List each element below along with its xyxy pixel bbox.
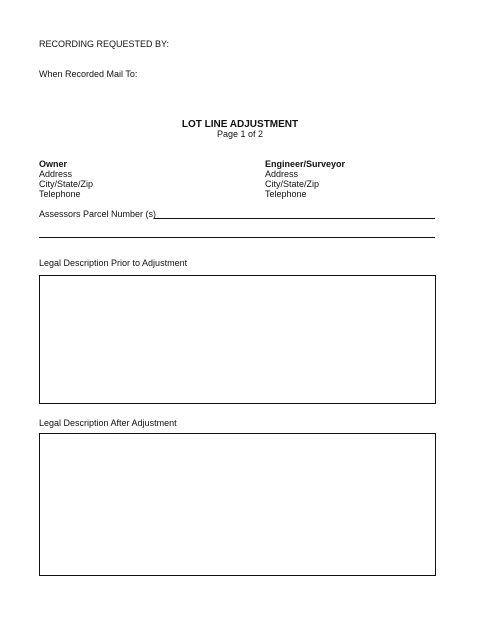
engineer-heading: Engineer/Surveyor [265,159,346,169]
owner-heading: Owner [39,159,68,169]
recording-requested-label: RECORDING REQUESTED BY: [39,39,170,49]
document-title: LOT LINE ADJUSTMENT [181,119,299,130]
page-number: Page 1 of 2 [216,129,264,139]
parcel-number-field[interactable] [154,218,435,219]
owner-address: Address [39,169,73,179]
engineer-address: Address [265,169,299,179]
engineer-telephone: Telephone [265,189,307,199]
legal-prior-label: Legal Description Prior to Adjustment [39,258,188,268]
engineer-city-state-zip: City/State/Zip [265,179,320,189]
parcel-number-label: Assessors Parcel Number (s) [39,209,157,219]
legal-after-label: Legal Description After Adjustment [39,418,177,428]
parcel-number-field-line-2[interactable] [39,237,435,238]
when-recorded-label: When Recorded Mail To: [39,69,138,79]
owner-telephone: Telephone [39,189,81,199]
legal-prior-box[interactable] [39,275,436,404]
owner-city-state-zip: City/State/Zip [39,179,94,189]
legal-after-box[interactable] [39,433,436,576]
